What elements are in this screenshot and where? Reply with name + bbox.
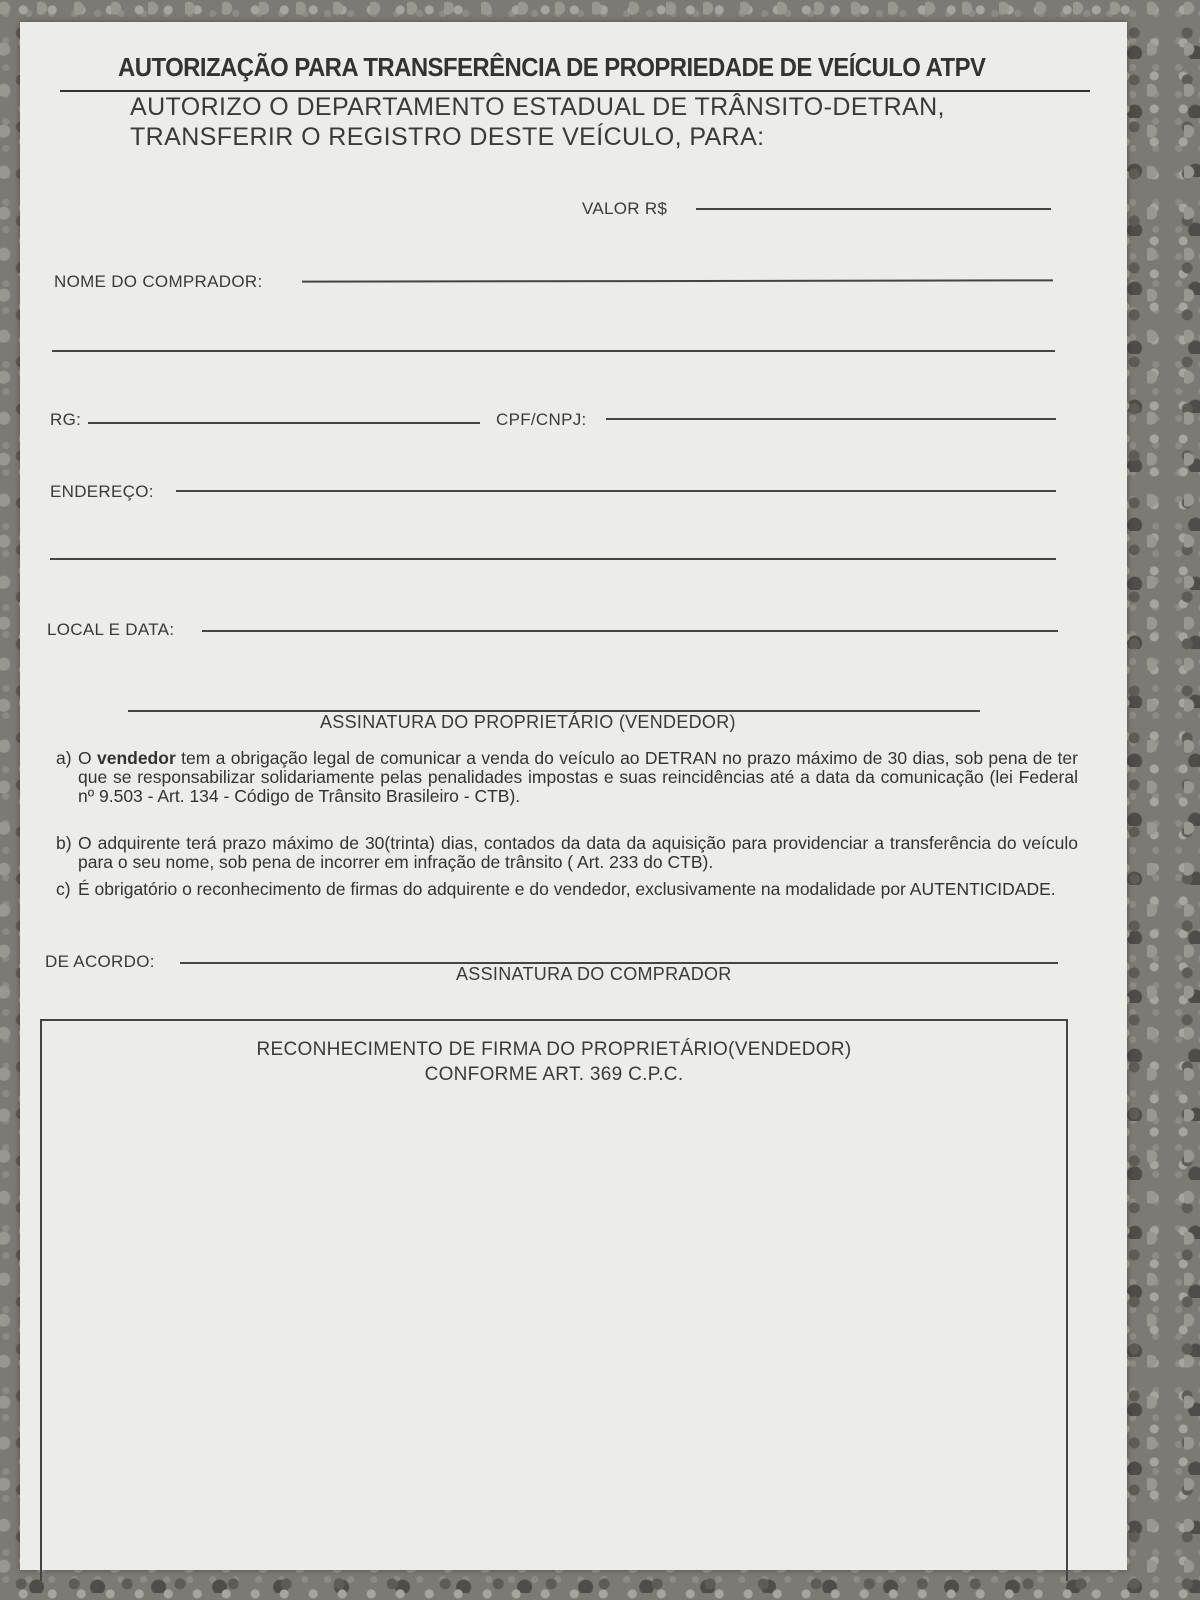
de-acordo-label: DE ACORDO:	[45, 952, 155, 971]
place-date-field[interactable]	[202, 630, 1058, 632]
valor-label: VALOR R$	[582, 199, 668, 218]
rg-field[interactable]	[88, 422, 480, 424]
note-emphasis: vendedor	[96, 748, 176, 768]
note-letter: c)	[56, 879, 71, 899]
note-letter: b)	[56, 833, 72, 853]
buyer-name-label: NOME DO COMPRADOR:	[54, 272, 263, 291]
note-letter: a)	[56, 748, 72, 768]
buyer-signature-caption: ASSINATURA DO COMPRADOR	[456, 964, 732, 984]
address-field[interactable]	[176, 490, 1056, 492]
place-date-label: LOCAL E DATA:	[47, 620, 175, 639]
authorization-line-1: AUTORIZO O DEPARTAMENTO ESTADUAL DE TRÂNSITO-DETRAN,	[130, 93, 945, 121]
atpv-form-paper	[20, 22, 1127, 1570]
authorization-statement	[130, 92, 945, 152]
notary-recognition-box[interactable]	[40, 1019, 1068, 1581]
form-title: AUTORIZAÇÃO PARA TRANSFERÊNCIA DE PROPRIEDADE DE VEÍCULO ATPV	[118, 52, 986, 82]
rg-label: RG:	[50, 410, 82, 429]
cpf-cnpj-field[interactable]	[606, 418, 1056, 420]
legal-note-c: c) É obrigatório o reconhecimento de firmas do adquirente e do vendedor, exclusivamente na modalidade por AUTENTICIDADE.	[56, 879, 1056, 899]
authorization-line-2: TRANSFERIR O REGISTRO DESTE VEÍCULO, PARA:	[130, 123, 765, 151]
notary-box-title-line-1: RECONHECIMENTO DE FIRMA DO PROPRIETÁRIO(VENDEDOR)	[256, 1039, 852, 1060]
notary-box-title-line-2: CONFORME ART. 369 C.P.C.	[424, 1064, 684, 1085]
address-field-line-2[interactable]	[50, 558, 1056, 560]
seller-signature-caption: ASSINATURA DO PROPRIETÁRIO (VENDEDOR)	[320, 712, 736, 732]
address-label: ENDEREÇO:	[50, 482, 154, 501]
cpf-cnpj-label: CPF/CNPJ:	[496, 410, 587, 429]
legal-note-a: a) O vendedor tem a obrigação legal de comunicar a venda do veículo ao DETRAN no prazo máximo de 30 dias, sob pena de ter que se responsabilizar solidariamente pelas penalidades impostas e suas reincidências até a data da comunicação (lei Federal nº 9.503 - Art. 134 - Código de Trânsito Brasileiro - CTB).	[56, 748, 1078, 806]
legal-note-b: b) O adquirente terá prazo máximo de 30(trinta) dias, contados da data da aquisição para providenciar a transferência do veículo para o seu nome, sob pena de incorrer em infração de trânsito ( Art. 233 do CTB).	[56, 833, 1078, 872]
valor-field[interactable]	[696, 208, 1051, 210]
buyer-name-field[interactable]	[302, 279, 1053, 282]
buyer-name-field-line-2[interactable]	[52, 350, 1055, 352]
